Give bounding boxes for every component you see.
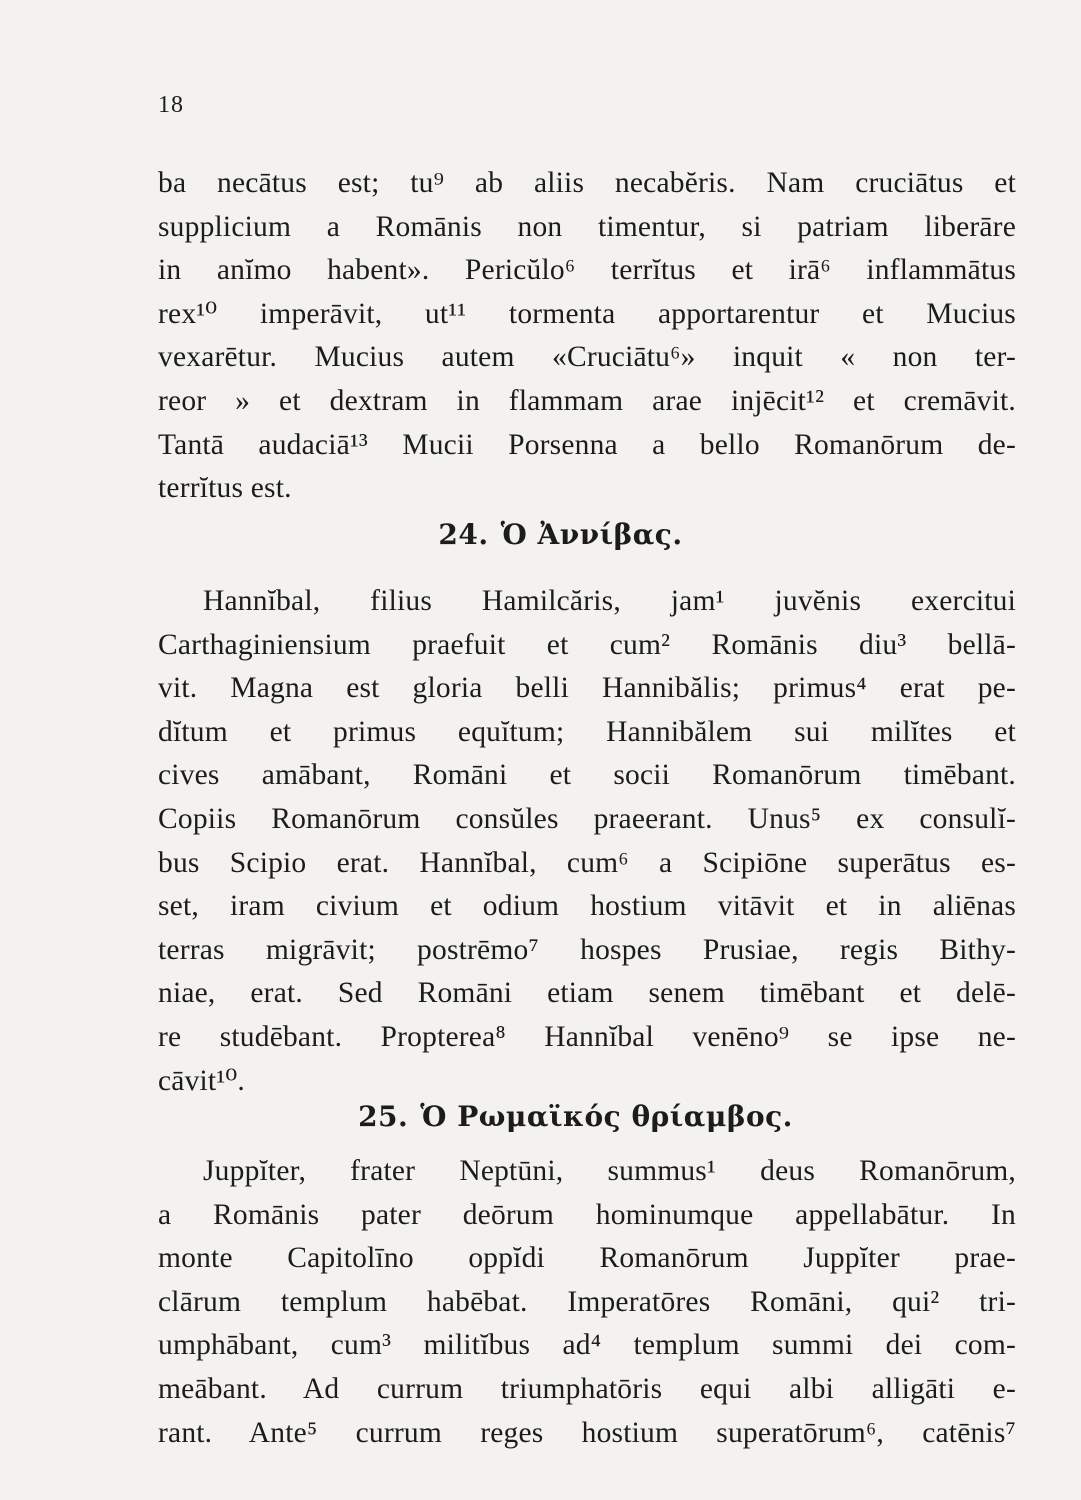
text-line: vit. Magna est gloria belli Hannibălis; primus⁴ erat pe-	[158, 672, 1016, 705]
text-line: meābant. Ad currum triumphatōris equi albi alligāti e-	[158, 1372, 1016, 1405]
text-line: niae, erat. Sed Romāni etiam senem timēbant et delē-	[158, 977, 1016, 1010]
section-title: Ὁ Ἀννίβας.	[500, 518, 683, 551]
text-line: in anĭmo habent». Pericŭlo⁶ terrĭtus et irā⁶ inflammātus	[158, 254, 1016, 287]
section-title: Ὁ Ρωμαϊκός θρίαμβος.	[420, 1100, 793, 1133]
text-line: cives amābant, Romāni et socii Romanōrum timēbant.	[158, 759, 1016, 792]
text-line: dĭtum et primus equĭtum; Hannibălem sui milĭtes et	[158, 715, 1016, 748]
paragraph-hannibal	[158, 580, 1016, 1103]
section-heading-25	[35, 1100, 1081, 1133]
text-line: terrĭtus est.	[158, 472, 292, 505]
text-line: set, iram civium et odium hostium vitāvit et in aliēnas	[158, 890, 1016, 923]
text-line: reor » et dextram in flammam arae injēcit¹² et cremāvit.	[158, 384, 1016, 417]
text-line: Hannĭbal, filius Hamilcăris, jam¹ juvĕnis exercitui	[203, 585, 1016, 617]
paragraph-mucius-continued	[158, 162, 1016, 511]
text-line: terras migrāvit; postrēmo⁷ hospes Prusiae, regis Bithy-	[158, 933, 1016, 966]
text-line: Tantā audaciā¹³ Mucii Porsenna a bello Romanōrum de-	[158, 428, 1016, 461]
paragraph-roman-triumph	[158, 1150, 1016, 1455]
text-line: rex¹⁰ imperāvit, ut¹¹ tormenta apportarentur et Mucius	[158, 297, 1016, 330]
text-line: ba necātus est; tu⁹ ab aliis necabĕris. Nam cruciātus et	[158, 167, 1016, 199]
section-number: 24.	[438, 518, 489, 551]
text-line: Carthaginiensium praefuit et cum² Romānis diu³ bellā-	[158, 628, 1016, 661]
text-line: Copiis Romanōrum consŭles praeerant. Unus⁵ ex consulĭ-	[158, 802, 1016, 835]
text-line: umphābant, cum³ militĭbus ad⁴ templum summi dei com-	[158, 1329, 1016, 1362]
text-line: rant. Ante⁵ currum reges hostium superatōrum⁶, catēnis⁷	[158, 1416, 1016, 1449]
text-line: clārum templum habēbat. Imperatōres Romāni, qui² tri-	[158, 1285, 1016, 1318]
text-line: a Romānis pater deōrum hominumque appellabātur. In	[158, 1198, 1016, 1231]
section-heading-24	[20, 518, 1081, 551]
section-number: 25.	[358, 1100, 409, 1133]
page-number: 18	[158, 92, 184, 118]
text-line: supplicium a Romānis non timentur, si patriam liberāre	[158, 210, 1016, 243]
text-line: cāvit¹⁰.	[158, 1064, 245, 1097]
text-line: Juppĭter, frater Neptūni, summus¹ deus Romanōrum,	[203, 1155, 1016, 1187]
text-line: vexarētur. Mucius autem «Cruciātu⁶» inquit « non ter-	[158, 341, 1016, 374]
text-line: monte Capitolīno oppĭdi Romanōrum Juppĭter prae-	[158, 1242, 1016, 1275]
text-line: re studēbant. Propterea⁸ Hannĭbal venēno⁹ se ipse ne-	[158, 1020, 1016, 1053]
text-line: bus Scipio erat. Hannĭbal, cum⁶ a Scipiōne superātus es-	[158, 846, 1016, 879]
